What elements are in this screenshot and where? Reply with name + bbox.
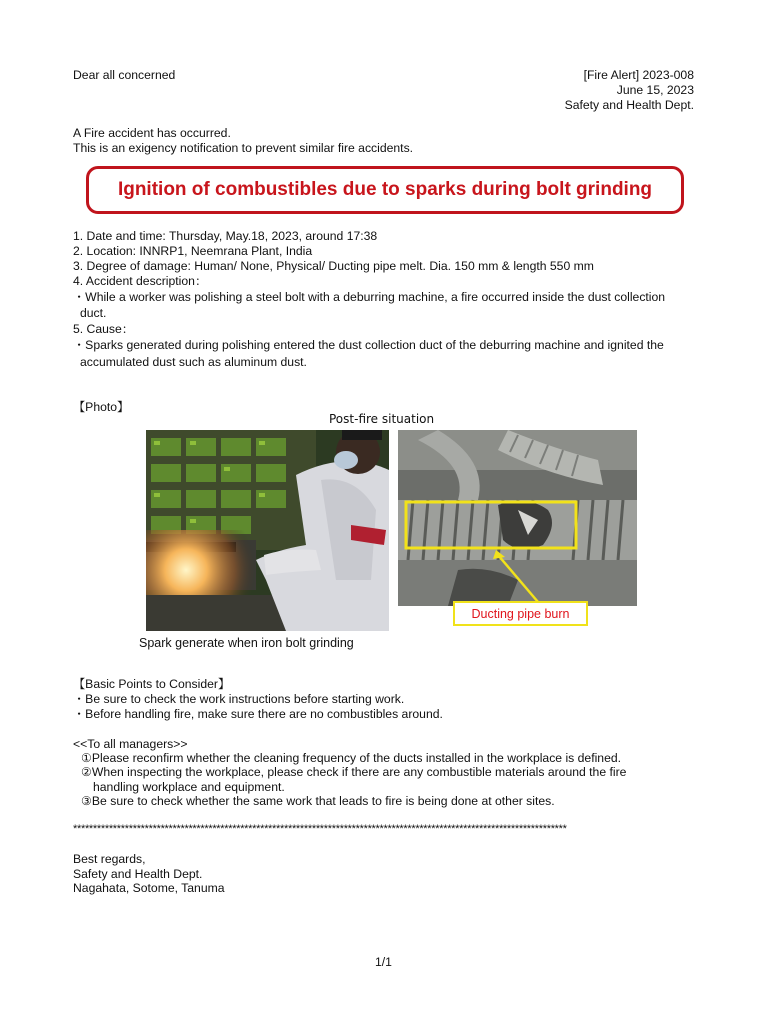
detail-location: 2. Location: INNRP1, Neemrana Plant, India	[73, 244, 313, 258]
page-number: 1/1	[375, 955, 392, 969]
detail-damage: 3. Degree of damage: Human/ None, Physical/ Ducting pipe melt. Dia. 150 mm & length 550 mm	[73, 259, 594, 273]
closing-names: Nagahata, Sotome, Tanuma	[73, 881, 225, 895]
detail-cause-text-cont: accumulated dust such as aluminum dust.	[80, 355, 307, 369]
manager-item-2: ②When inspecting the workplace, please check if there are any combustible materials around the fire	[81, 765, 627, 779]
photo-label: 【Photo】	[73, 400, 130, 414]
manager-item-2-cont: handling workplace and equipment.	[93, 780, 285, 794]
greeting: Dear all concerned	[73, 68, 176, 82]
detail-cause-text: ・Sparks generated during polishing entered the dust collection duct of the deburring machine and ignited the	[73, 338, 664, 352]
detail-accident-heading: 4. Accident description：	[73, 274, 208, 288]
ducting-burn-callout-text: Ducting pipe burn	[471, 606, 570, 621]
manager-item-1: ①Please reconfirm whether the cleaning frequency of the ducts installed in the workplace is defined.	[81, 751, 622, 765]
department: Safety and Health Dept.	[564, 98, 694, 112]
grinding-caption: Spark generate when iron bolt grinding	[139, 636, 354, 650]
separator-line: ****************************************************************************************************************************	[73, 823, 567, 835]
grinding-photo	[146, 430, 389, 631]
basic-points-heading: 【Basic Points to Consider】	[73, 677, 231, 691]
managers-heading: <<To all managers>>	[73, 737, 188, 751]
grinding-photo-illustration	[146, 430, 389, 631]
title-box	[86, 166, 684, 214]
detail-date-time: 1. Date and time: Thursday, May.18, 2023, around 17:38	[73, 229, 378, 243]
alert-date: June 15, 2023	[616, 83, 694, 97]
ducting-burn-callout	[453, 601, 588, 626]
detail-accident-text: ・While a worker was polishing a steel bolt with a deburring machine, a fire occurred inside the dust collection	[73, 290, 666, 304]
intro-line-2: This is an exigency notification to prevent similar fire accidents.	[73, 141, 414, 155]
duct-photo	[398, 430, 637, 606]
basic-point-1: ・Be sure to check the work instructions before starting work.	[73, 692, 405, 706]
intro-line-1: A Fire accident has occurred.	[73, 126, 231, 140]
basic-point-2: ・Before handling fire, make sure there are no combustibles around.	[73, 707, 443, 721]
detail-cause-heading: 5. Cause：	[73, 322, 134, 336]
manager-item-3: ③Be sure to check whether the same work that leads to fire is being done at other sites.	[81, 794, 555, 808]
detail-accident-text-cont: duct.	[80, 306, 107, 320]
duct-photo-illustration	[398, 430, 637, 606]
photo-heading: Post-fire situation	[329, 412, 435, 426]
closing-dept: Safety and Health Dept.	[73, 867, 203, 881]
alert-id: [Fire Alert] 2023-008	[583, 68, 694, 82]
closing-regards: Best regards,	[73, 852, 146, 866]
page-title: Ignition of combustibles due to sparks during bolt grinding	[117, 179, 653, 200]
